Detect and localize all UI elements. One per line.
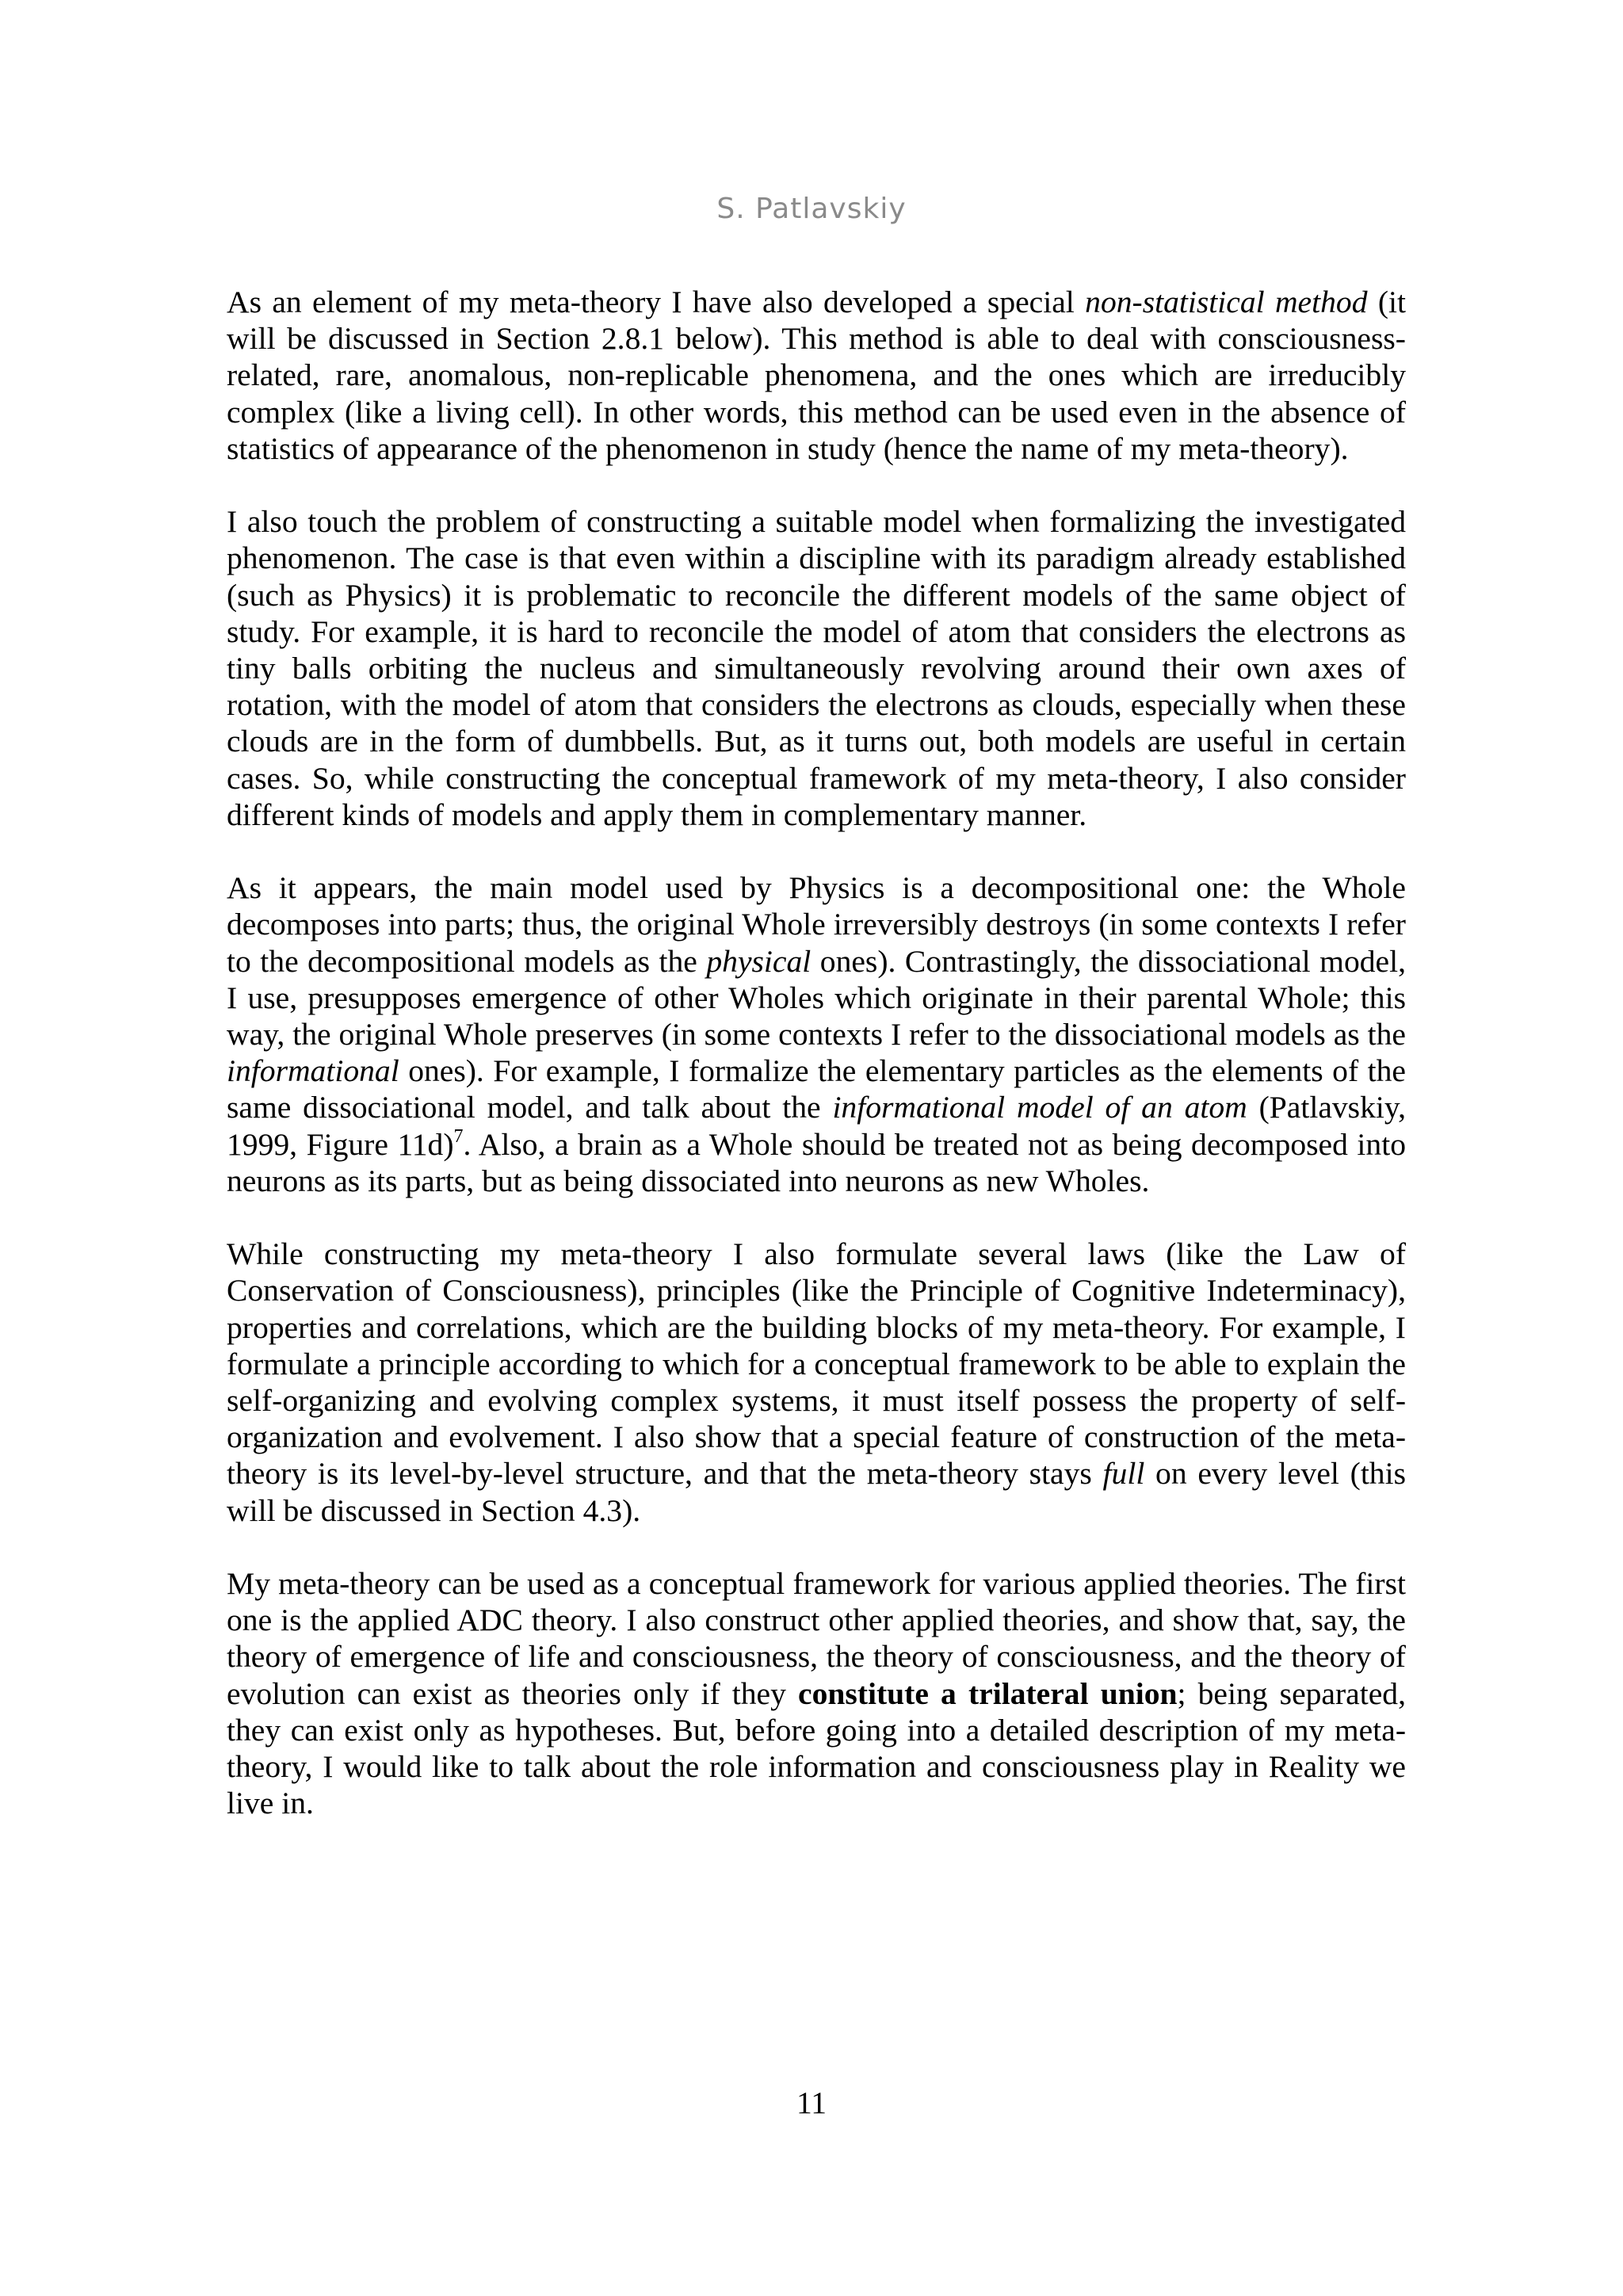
citation-text: (Patlavskiy, 1999, Figure 11d): [227, 1090, 1406, 1162]
running-head-author: S. Patlavskiy: [716, 193, 907, 225]
text-segment: ones). For example, I formalize the elementary particles as the elements of the same dissociational model, and talk about the: [227, 1053, 1406, 1125]
text-segment: As an element of my meta-theory I have also developed a special: [227, 285, 1086, 319]
text-segment: ones). Contrastingly, the dissociational model, I use, presupposes emergence of other Wholes which originate in their parental Whole; this way, the original Whole preserves (in some contexts I refer to the dissociational models as the: [227, 943, 1406, 1052]
text-segment: As it appears, the main model used by Physics is a decompositional one: the Whole decomposes into parts; thus, the original Whole irreversibly destroys (in some contexts I refer to the decompositional models as the: [227, 870, 1406, 979]
paragraph-laws-principles: [227, 1236, 1406, 1529]
paragraph-model-construction: [227, 503, 1406, 833]
emphasis-informational: informational: [227, 1053, 399, 1089]
text-segment: on every level (this will be discussed in Section 4.3).: [227, 1456, 1406, 1528]
paragraph-non-statistical-method: [227, 284, 1406, 467]
page-number: 11: [796, 2085, 827, 2120]
footnote-marker: 7: [453, 1125, 464, 1147]
paragraph-decompositional-model: [227, 869, 1406, 1199]
text-segment: . Also, a brain as a Whole should be treated not as being decomposed into neurons as its parts, but as being dissociated into neurons as new Wholes.: [227, 1126, 1406, 1198]
emphasis-informational-model-atom: informational model of an atom: [832, 1090, 1247, 1125]
text-segment: While constructing my meta-theory I also formulate several laws (like the Law of Conservation of Consciousness), principles (like the Principle of Cognitive Indeterminacy), properties and correlations, which are the building blocks of my meta-theory. For example, I formulate a principle according to which for a conceptual framework to be able to explain the self-organizing and evolving complex systems, it must itself possess the property of self-organization and evolvement. I also show that a special feature of construction of the meta-theory is its level-by-level structure, and that the meta-theory stays: [227, 1236, 1406, 1492]
emphasis-physical: physical: [706, 943, 812, 979]
text-segment: My meta-theory can be used as a conceptual framework for various applied theories. The first one is the applied ADC theory. I also construct other applied theories, and show that, say, the theory of emergence of life and consciousness, the theory of consciousness, and the theory of evolution can exist as theories only if they: [227, 1566, 1406, 1711]
text-segment: ; being separated, they can exist only as hypotheses. But, before going into a detailed description of my meta-theory, I would like to talk about the role information and consciousness play in Reality we live in.: [227, 1675, 1406, 1821]
body-text: [227, 284, 1406, 1859]
emphasis-full: full: [1102, 1456, 1145, 1492]
emphasis-non-statistical-method: non-statistical method: [1085, 285, 1368, 319]
paragraph-applied-theories: [227, 1565, 1406, 1821]
bold-trilateral-union: constitute a trilateral union: [798, 1675, 1178, 1711]
text-segment: I also touch the problem of constructing a suitable model when formalizing the investigated phenomenon. The case is that even within a discipline with its paradigm already established (such as Physics) it is problematic to reconcile the different models of the same object of study. For example, it is hard to reconcile the model of atom that considers the electrons as tiny balls orbiting the nucleus and simultaneously revolving around their own axes of rotation, with the model of atom that considers the electrons as clouds, especially when these clouds are in the form of dumbbells. But, as it turns out, both models are useful in certain cases. So, while constructing the conceptual framework of my meta-theory, I also consider different kinds of models and apply them in complementary manner.: [227, 504, 1406, 832]
text-segment: (it will be discussed in Section 2.8.1 below). This method is able to deal with consciousness-related, rare, anomalous, non-replicable phenomena, and the ones which are irreducibly complex (like a living cell). In other words, this method can be used even in the absence of statistics of appearance of the phenomenon in study (hence the name of my meta-theory).: [227, 285, 1406, 466]
